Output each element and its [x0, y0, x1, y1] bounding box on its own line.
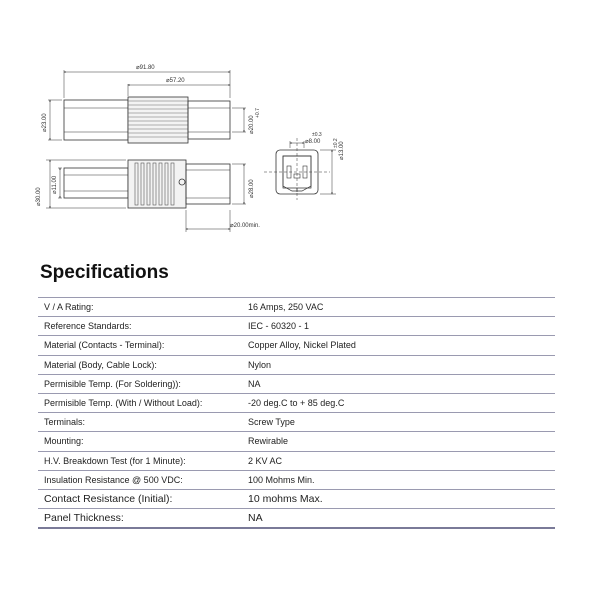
- spec-value: 16 Amps, 250 VAC: [242, 298, 555, 317]
- dim-height-right-top: ⌀20.00: [249, 115, 255, 134]
- spec-value: -20 deg.C to + 85 deg.C: [242, 393, 555, 412]
- dim-height-right-bottom: ⌀28.00: [249, 179, 255, 198]
- dim-face-width-tol: ±0.3: [312, 132, 322, 138]
- specifications-title: Specifications: [40, 262, 169, 283]
- spec-row: [38, 451, 555, 470]
- spec-row: [38, 317, 555, 336]
- spec-row: [38, 470, 555, 489]
- spec-value: IEC - 60320 - 1: [242, 317, 555, 336]
- spec-row: [38, 298, 555, 317]
- specifications-table: [38, 297, 555, 529]
- spec-row: [38, 374, 555, 393]
- spec-value: Rewirable: [242, 432, 555, 451]
- spec-row: [38, 489, 555, 508]
- dim-height-bottom-inner: ⌀11.00: [52, 175, 58, 194]
- spec-row: [38, 413, 555, 432]
- spec-row: [38, 355, 555, 374]
- spec-label: Contact Resistance (Initial):: [38, 489, 242, 508]
- spec-label: Panel Thickness:: [38, 509, 242, 529]
- dim-face-height-tol: ±0.2: [333, 138, 339, 148]
- spec-row: [38, 393, 555, 412]
- technical-drawing: [0, 0, 600, 250]
- spec-label: Material (Body, Cable Lock):: [38, 355, 242, 374]
- spec-value: 10 mohms Max.: [242, 489, 555, 508]
- spec-label: Material (Contacts - Terminal):: [38, 336, 242, 355]
- spec-value: Screw Type: [242, 413, 555, 432]
- side-view-bottom: [64, 160, 230, 208]
- dim-height-top: ⌀23.00: [42, 113, 48, 132]
- spec-value: 2 KV AC: [242, 451, 555, 470]
- spec-value: Copper Alloy, Nickel Plated: [242, 336, 555, 355]
- dim-height-bottom-outer: ⌀30.00: [36, 187, 42, 206]
- spec-value: NA: [242, 509, 555, 529]
- spec-value: Nylon: [242, 355, 555, 374]
- spec-label: Insulation Resistance @ 500 VDC:: [38, 470, 242, 489]
- dim-overall-length: ⌀91.80: [136, 65, 155, 71]
- spec-row: [38, 336, 555, 355]
- dim-face-width: ⌀8.00: [305, 139, 321, 145]
- spec-value: 100 Mohms Min.: [242, 470, 555, 489]
- spec-label: V / A Rating:: [38, 298, 242, 317]
- spec-label: Permisible Temp. (With / Without Load):: [38, 393, 242, 412]
- side-view-top: [64, 97, 230, 143]
- dim-body-length: ⌀57.20: [166, 78, 185, 84]
- dim-face-height: ⌀13.00: [339, 141, 345, 160]
- spec-label: Reference Standards:: [38, 317, 242, 336]
- spec-row: [38, 432, 555, 451]
- spec-label: Terminals:: [38, 413, 242, 432]
- spec-label: H.V. Breakdown Test (for 1 Minute):: [38, 451, 242, 470]
- spec-value: NA: [242, 374, 555, 393]
- spec-row: [38, 509, 555, 529]
- spec-label: Mounting:: [38, 432, 242, 451]
- dim-height-right-top-tol: +0.7: [255, 108, 261, 118]
- dim-cable-min: ⌀20.00min.: [230, 223, 260, 229]
- spec-label: Permisible Temp. (For Soldering)):: [38, 374, 242, 393]
